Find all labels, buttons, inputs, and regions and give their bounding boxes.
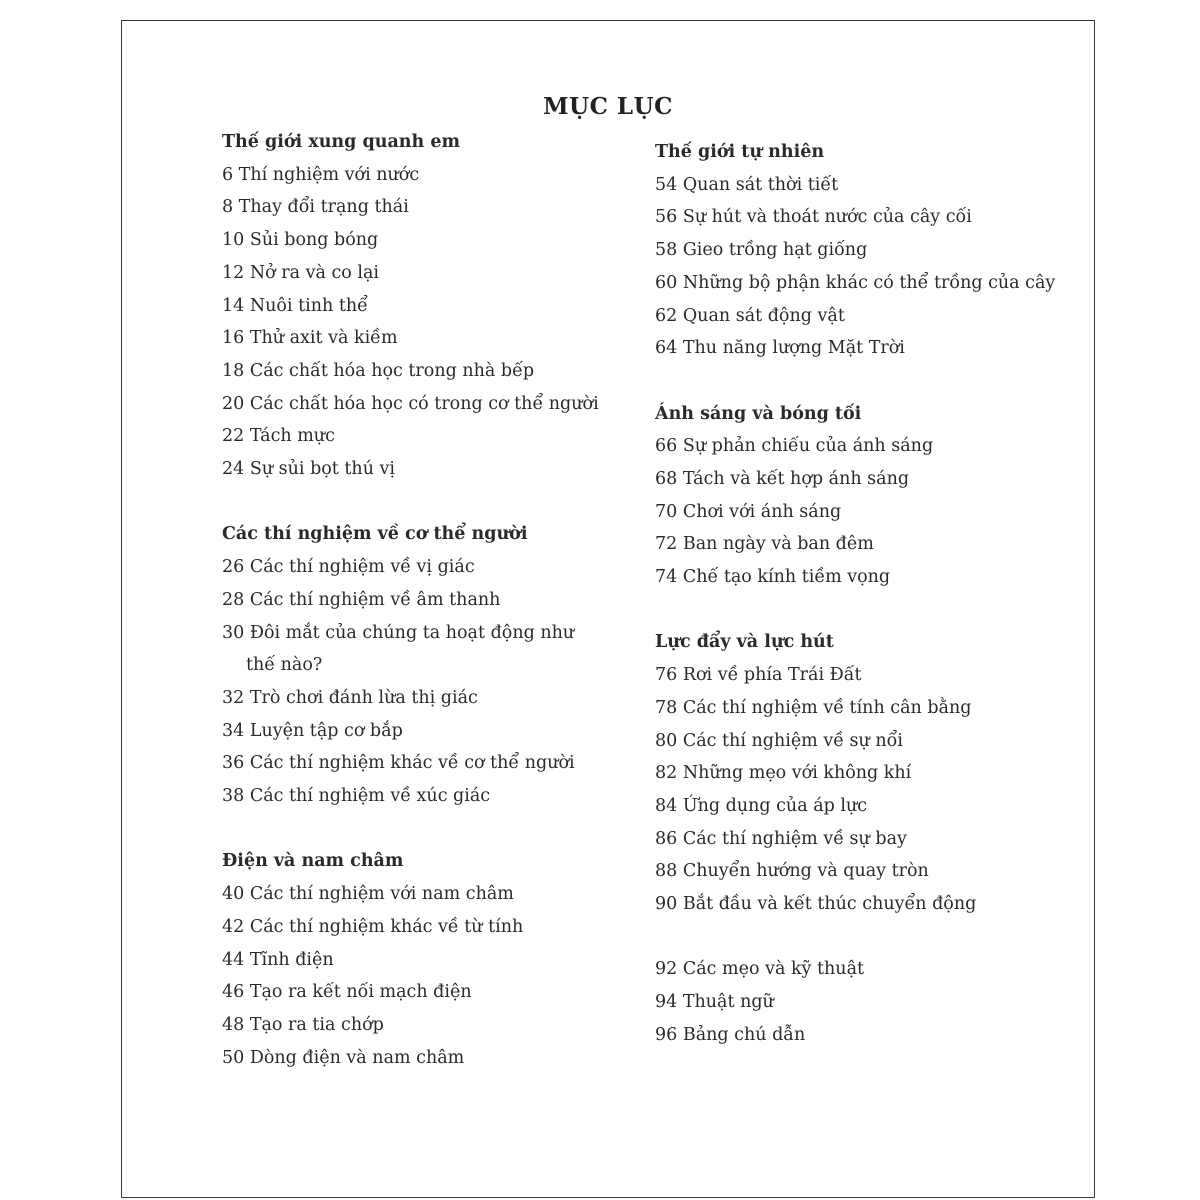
toc-entry: 30 Đôi mắt của chúng ta hoạt động như thế nào? <box>222 622 575 676</box>
section-heading: Các thí nghiệm về cơ thể người <box>222 524 528 545</box>
toc-entry: 46 Tạo ra kết nối mạch điện <box>222 982 472 1003</box>
toc-section-world-around <box>222 126 599 486</box>
toc-section-push-pull <box>655 626 1075 920</box>
toc-entry: 64 Thu năng lượng Mặt Trời <box>655 338 905 359</box>
toc-entry: 20 Các chất hóa học có trong cơ thể người <box>222 393 599 414</box>
page-title: MỤC LỤC <box>543 93 673 120</box>
toc-entry: 38 Các thí nghiệm về xúc giác <box>222 786 491 807</box>
section-heading: Thế giới xung quanh em <box>222 132 460 152</box>
toc-entry: 88 Chuyển hướng và quay tròn <box>655 861 929 882</box>
toc-entry: 70 Chơi với ánh sáng <box>655 501 842 522</box>
toc-entry: 36 Các thí nghiệm khác về cơ thể người <box>222 753 575 774</box>
toc-left-column <box>222 126 599 1074</box>
toc-entry: 78 Các thí nghiệm về tính cân bằng <box>655 697 972 718</box>
toc-entry: 10 Sủi bong bóng <box>222 230 379 251</box>
toc-entry: 26 Các thí nghiệm về vị giác <box>222 557 475 578</box>
toc-entry: 40 Các thí nghiệm với nam châm <box>222 884 514 905</box>
toc-entry: 28 Các thí nghiệm về âm thanh <box>222 589 501 610</box>
toc-entry: 8 Thay đổi trạng thái <box>222 197 409 218</box>
toc-entry: 56 Sự hút và thoát nước của cây cối <box>655 207 972 228</box>
toc-entry: 66 Sự phản chiếu của ánh sáng <box>655 436 934 457</box>
toc-entry: 72 Ban ngày và ban đêm <box>655 534 874 555</box>
toc-entry: 58 Gieo trồng hạt giống <box>655 240 868 261</box>
section-heading: Thế giới tự nhiên <box>655 142 825 162</box>
toc-section-electricity-magnets <box>222 845 582 1074</box>
toc-entry: 80 Các thí nghiệm về sự nổi <box>655 730 903 751</box>
toc-entry: 16 Thử axit và kiềm <box>222 328 398 349</box>
toc-right-column <box>655 136 1075 1052</box>
section-heading: Lực đẩy và lực hút <box>655 632 834 653</box>
toc-entry: 84 Ứng dụng của áp lực <box>655 795 868 816</box>
toc-entry: 34 Luyện tập cơ bắp <box>222 720 403 741</box>
book-page <box>121 20 1095 1198</box>
toc-entry: 96 Bảng chú dẫn <box>655 1024 806 1045</box>
toc-section-natural-world <box>655 136 1075 365</box>
toc-entry: 76 Rơi về phía Trái Đất <box>655 665 862 686</box>
toc-entry: 90 Bắt đầu và kết thúc chuyển động <box>655 894 977 915</box>
toc-entry: 24 Sự sủi bọt thú vị <box>222 459 396 480</box>
toc-entry: 94 Thuật ngữ <box>655 992 774 1013</box>
toc-section-light-shadow <box>655 398 1075 594</box>
toc-entry: 74 Chế tạo kính tiềm vọng <box>655 567 891 588</box>
section-heading: Điện và nam châm <box>222 851 404 872</box>
toc-entry: 86 Các thí nghiệm về sự bay <box>655 828 907 849</box>
toc-entry: 48 Tạo ra tia chớp <box>222 1014 384 1035</box>
toc-entry: 60 Những bộ phận khác có thể trồng của cây <box>655 272 1056 293</box>
toc-entry: 44 Tĩnh điện <box>222 949 334 970</box>
toc-entry: 82 Những mẹo với không khí <box>655 763 912 784</box>
section-heading: Ánh sáng và bóng tối <box>655 403 862 424</box>
toc-entry: 18 Các chất hóa học trong nhà bếp <box>222 360 535 381</box>
toc-entry: 6 Thí nghiệm với nước <box>222 164 420 185</box>
toc-entry: 54 Quan sát thời tiết <box>655 174 839 195</box>
toc-entry: 92 Các mẹo và kỹ thuật <box>655 959 865 980</box>
toc-entry: 68 Tách và kết hợp ánh sáng <box>655 468 910 489</box>
toc-section-appendix <box>655 953 1075 1051</box>
toc-entry: 12 Nở ra và co lại <box>222 262 380 283</box>
toc-entry: 62 Quan sát động vật <box>655 305 845 326</box>
toc-entry: 22 Tách mực <box>222 426 335 447</box>
toc-section-human-body <box>222 518 582 812</box>
toc-entry: 50 Dòng điện và nam châm <box>222 1047 465 1068</box>
toc-entry: 32 Trò chơi đánh lừa thị giác <box>222 687 478 708</box>
toc-entry: 42 Các thí nghiệm khác về từ tính <box>222 916 524 937</box>
toc-entry: 14 Nuôi tinh thể <box>222 295 368 316</box>
